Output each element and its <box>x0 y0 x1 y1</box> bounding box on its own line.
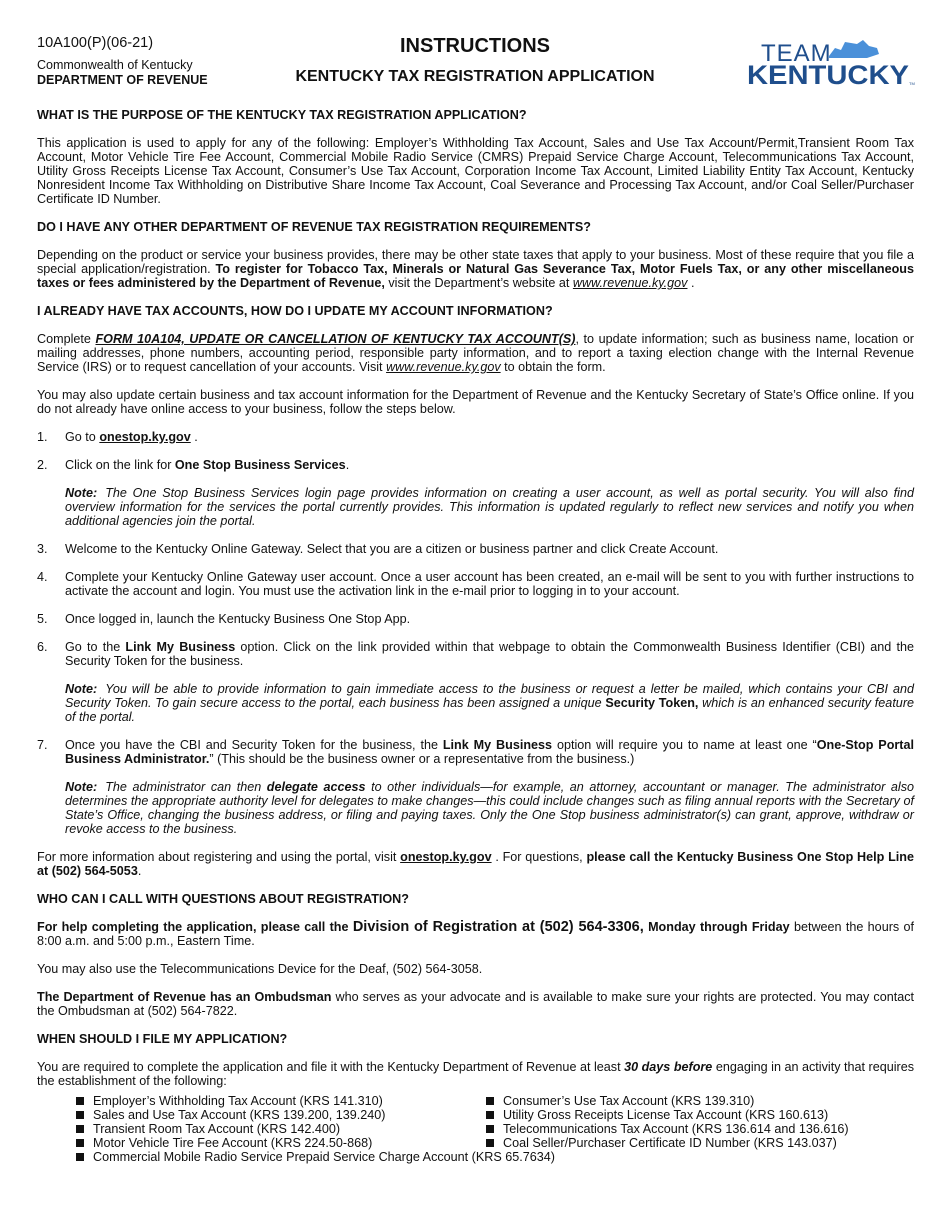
note-one-stop-login: Note: The One Stop Business Services login page provides information on creating a user account, as well as portal security. You will also find overview information for the services the portal currently provides. This information is updated regularly to reflect new services and notify you when additional agencies join the portal. <box>65 486 914 528</box>
commonwealth-label: Commonwealth of Kentucky <box>37 58 193 72</box>
logo-kentucky-text: KENTUCKY <box>747 60 909 90</box>
onestop-link[interactable]: onestop.ky.gov <box>99 430 191 444</box>
online-update-paragraph: You may also update certain business and tax account information for the Department of Revenue and the Kentucky Secretary of State’s Office online. If you do not already have online access to your business, follow the steps below. <box>37 388 914 416</box>
list-item: Consumer’s Use Tax Account (KRS 139.310) <box>485 1094 905 1108</box>
page-subtitle: KENTUCKY TAX REGISTRATION APPLICATION <box>295 68 655 85</box>
note-security-token: Note: You will be able to provide information to gain immediate access to the business or request a letter be mailed, which contains your CBI and Security Token. To gain secure access to the portal, each business has been assigned a unique Security Token, which is an enhanced security feature of the portal. <box>65 682 915 724</box>
onestop-link-2[interactable]: onestop.ky.gov <box>400 850 492 864</box>
ombudsman-paragraph: The Department of Revenue has an Ombudsman who serves as your advocate and is available to make sure your rights are protected. You may contact the Ombudsman at (502) 564-7822. <box>37 990 915 1018</box>
step-3: 3. Welcome to the Kentucky Online Gateway. Select that you are a citizen or business partner and click Create Account. <box>37 542 719 556</box>
step-5: 5. Once logged in, launch the Kentucky Business One Stop App. <box>37 612 411 626</box>
list-item: Coal Seller/Purchaser Certificate ID Number (KRS 143.037) <box>485 1136 905 1150</box>
step-2: 2. Click on the link for One Stop Business Services. <box>37 458 350 472</box>
account-types-list <box>37 1094 914 1166</box>
revenue-website-link[interactable]: www.revenue.ky.gov <box>572 276 688 290</box>
form-10a104-link[interactable]: FORM 10A104, UPDATE OR CANCELLATION OF KENTUCKY TAX ACCOUNT(S) <box>95 332 576 346</box>
update-form-paragraph: Complete FORM 10A104, UPDATE OR CANCELLATION OF KENTUCKY TAX ACCOUNT(S), to update information; such as business name, location or mailing addresses, phone numbers, accounting period, responsible party information, and to report a taxing election change with the Internal Revenue Service (IRS) or to request cancellation of your accounts. Visit www.revenue.ky.gov to obtain the form. <box>37 332 914 374</box>
list-item: Utility Gross Receipts License Tax Account (KRS 160.613) <box>485 1108 905 1122</box>
instructions-body <box>37 108 914 1166</box>
list-item: Employer’s Withholding Tax Account (KRS 141.310) <box>75 1094 895 1108</box>
section-heading-questions: WHO CAN I CALL WITH QUESTIONS ABOUT REGISTRATION? <box>37 892 409 906</box>
revenue-website-link-2[interactable]: www.revenue.ky.gov <box>386 360 501 374</box>
step-7: 7. Once you have the CBI and Security Token for the business, the Link My Business option will require you to name at least one “One-Stop Portal Business Administrator.” (This should be the business owner or a representative from the business.) <box>37 738 914 766</box>
section-heading-purpose: WHAT IS THE PURPOSE OF THE KENTUCKY TAX REGISTRATION APPLICATION? <box>37 108 527 122</box>
list-item: Transient Room Tax Account (KRS 142.400) <box>75 1122 895 1136</box>
other-requirements-paragraph: Depending on the product or service your business provides, there may be other state taxes that apply to your business. Most of these require that you file a special application/registration. To register for Tobacco Tax, Minerals or Natural Gas Severance Tax, Motor Fuels Tax, or any other miscellaneous taxes or fees administered by the Department of Revenue, visit the Department’s website at www.revenue.ky.gov . <box>37 248 914 290</box>
logo-team-text: TEAM <box>761 40 832 67</box>
account-list-right <box>485 1094 905 1150</box>
when-to-file-paragraph: You are required to complete the application and file it with the Kentucky Department of Revenue at least 30 days before engaging in an activity that requires the establishment of the following: <box>37 1060 915 1088</box>
list-item: Commercial Mobile Radio Service Prepaid Service Charge Account (KRS 65.7634) <box>75 1150 895 1164</box>
section-heading-update-accounts: I ALREADY HAVE TAX ACCOUNTS, HOW DO I UPDATE MY ACCOUNT INFORMATION? <box>37 304 553 318</box>
step-6: 6. Go to the Link My Business option. Click on the link provided within that webpage to obtain the Commonwealth Business Identifier (CBI) and the Security Token for the business. <box>37 640 915 668</box>
step-4: 4. Complete your Kentucky Online Gateway user account. Once a user account has been created, an e-mail will be sent to you with further instructions to activate the account and login. You must use the activation link in the e-mail prior to logging in to your account. <box>37 570 914 598</box>
page-title: INSTRUCTIONS <box>400 35 550 57</box>
list-item: Motor Vehicle Tire Fee Account (KRS 224.50-868) <box>75 1136 895 1150</box>
department-label: DEPARTMENT OF REVENUE <box>37 73 208 87</box>
help-paragraph: For help completing the application, please call the Division of Registration at (502) 564-3306, Monday through Friday between the hours of 8:00 a.m. and 5:00 p.m., Eastern Time. <box>37 919 914 948</box>
form-number: 10A100(P)(06-21) <box>37 35 154 51</box>
purpose-paragraph: This application is used to apply for any of the following: Employer’s Withholding Tax Account, Sales and Use Tax Account/Permit,Transient Room Tax Account, Motor Vehicle Tire Fee Account, Commercial Mobile Radio Service (CMRS) Prepaid Service Charge Account, Telecommunications Tax Account, Utility Gross Receipts License Tax Account, Consumer’s Use Tax Account, Corporation Income Tax Account, Limited Liability Entity Tax Account, Kentucky Nonresident Income Tax Withholding on Distributive Share Income Tax Account, Coal Severance and Processing Tax Account, and/or Coal Seller/Purchaser Certificate ID Number. <box>37 136 914 206</box>
section-heading-when-to-file: WHEN SHOULD I FILE MY APPLICATION? <box>37 1032 288 1046</box>
more-info-paragraph: For more information about registering and using the portal, visit onestop.ky.gov . For questions, please call the Kentucky Business One Stop Help Line at (502) 564-5053. <box>37 850 914 878</box>
section-heading-other-requirements: DO I HAVE ANY OTHER DEPARTMENT OF REVENUE TAX REGISTRATION REQUIREMENTS? <box>37 220 591 234</box>
list-item: Sales and Use Tax Account (KRS 139.200, 139.240) <box>75 1108 895 1122</box>
logo-tm-text: TM <box>909 81 915 86</box>
list-item: Telecommunications Tax Account (KRS 136.614 and 136.616) <box>485 1122 905 1136</box>
tdd-paragraph: You may also use the Telecommunications Device for the Deaf, (502) 564-3058. <box>37 962 483 976</box>
step-1: 1. Go to onestop.ky.gov . <box>37 430 198 444</box>
team-kentucky-logo <box>745 38 917 90</box>
kentucky-state-shape-icon <box>829 40 879 58</box>
note-delegate-access: Note: The administrator can then delegate access to other individuals—for example, an attorney, accountant or manager. The administrator also determines the appropriate authority level for delegates to make changes—this could include changes such as filing annual reports with the Secretary of State’s Office, changing the business address, or filing and paying taxes. Only the One Stop business administrator(s) can grant, approve, withdraw or revoke access to the business. <box>65 780 914 836</box>
